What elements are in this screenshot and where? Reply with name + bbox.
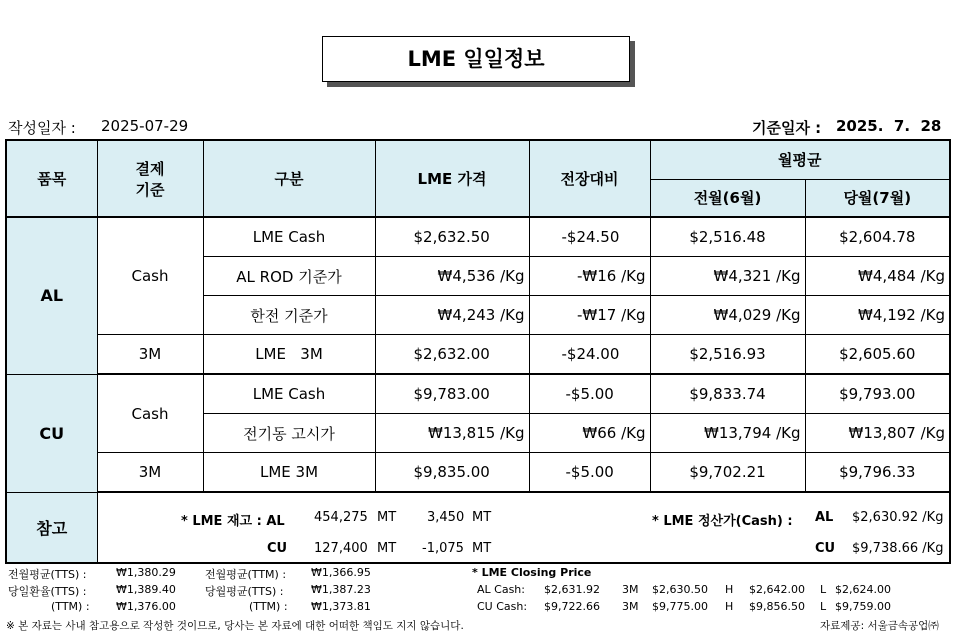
settle-al: $2,630.92 /Kg <box>852 510 944 525</box>
footer-value: ₩1,389.40 <box>116 583 176 596</box>
cu-row-curr: $9,793.00 <box>805 374 950 414</box>
cu-row-price: ₩13,815 /Kg <box>375 414 529 453</box>
al-stock-change-unit: MT <box>472 510 492 525</box>
cu-stock-change-unit: MT <box>472 541 492 556</box>
al-stock: 454,275 <box>314 510 368 525</box>
closing-title: * LME Closing Price <box>472 566 592 579</box>
al-stock-unit: MT <box>377 510 397 525</box>
closing-value: $2,630.50 <box>652 583 708 596</box>
cu-row-change: ₩66 /Kg <box>529 414 650 453</box>
cu-row-category: LME 3M <box>203 453 375 493</box>
footer-value: ₩1,380.29 <box>116 566 176 579</box>
cu-stock-unit: MT <box>377 541 397 556</box>
al-row-change: -₩17 /Kg <box>529 296 650 335</box>
closing-label: 3M <box>622 600 639 613</box>
cu-row-category: LME Cash <box>203 374 375 414</box>
disclaimer: ※ 본 자료는 사내 참고용으로 작성한 것이므로, 당사는 본 자료에 대한 어떠한 책임도 지지 않습니다. <box>6 620 464 632</box>
header-this-month: 당월(7월) <box>805 179 950 217</box>
al-row-category: AL ROD 기준가 <box>203 257 375 296</box>
header-lme-price: LME 가격 <box>375 140 529 217</box>
item-cu: CU <box>6 374 97 492</box>
settle-al-label: AL <box>815 510 834 525</box>
header-category: 구분 <box>203 140 375 217</box>
closing-value: $9,759.00 <box>835 600 891 613</box>
cu-stock: 127,400 <box>314 541 368 556</box>
footer-label: 전월평균(TTM) : <box>205 568 287 581</box>
al-row-prev: ₩4,029 /Kg <box>650 296 805 335</box>
al-row-price: $2,632.00 <box>375 335 529 375</box>
closing-label: H <box>725 583 734 596</box>
lme-price-table <box>5 139 951 564</box>
cu-row-prev: $9,702.21 <box>650 453 805 493</box>
written-date: 2025-07-29 <box>101 117 189 135</box>
al-row-prev: ₩4,321 /Kg <box>650 257 805 296</box>
cu-row-prev: $9,833.74 <box>650 374 805 414</box>
al-row-price: $2,632.50 <box>375 217 529 257</box>
footer-label: (TTM) : <box>51 600 90 613</box>
al-row-category: LME 3M <box>203 335 375 375</box>
footer-value: ₩1,387.23 <box>311 583 371 596</box>
closing-value: $9,722.66 <box>544 600 600 613</box>
closing-value: $9,856.50 <box>749 600 805 613</box>
cu-cash-basis: Cash <box>97 374 203 453</box>
footer-label: (TTM) : <box>249 600 288 613</box>
stock-label: * LME 재고 : AL <box>181 514 285 529</box>
item-al: AL <box>6 217 97 374</box>
footer-label: 당월평균(TTS) : <box>205 585 284 598</box>
al-row-change: -₩16 /Kg <box>529 257 650 296</box>
settle-cu: $9,738.66 /Kg <box>852 541 944 556</box>
settle-label: * LME 정산가(Cash) : <box>652 514 793 529</box>
footer-value: ₩1,376.00 <box>116 600 176 613</box>
cu-stock-change: -1,075 <box>422 541 464 556</box>
al-row-curr: $2,604.78 <box>805 217 950 257</box>
cu-3m-basis: 3M <box>97 453 203 493</box>
footer-value: ₩1,373.81 <box>311 600 371 613</box>
closing-value: $2,631.92 <box>544 583 600 596</box>
al-stock-change: 3,450 <box>427 510 465 525</box>
closing-label: L <box>820 600 827 613</box>
cu-row-price: $9,783.00 <box>375 374 529 414</box>
al-row-prev: $2,516.93 <box>650 335 805 375</box>
header-monthly-avg: 월평균 <box>650 140 950 179</box>
closing-label: AL Cash: <box>477 583 525 596</box>
al-row-curr: $2,605.60 <box>805 335 950 375</box>
header-settle-basis: 결제 기준 <box>97 140 203 217</box>
closing-value: $2,624.00 <box>835 583 891 596</box>
closing-label: H <box>725 600 734 613</box>
source: 자료제공: 서울금속공업㈜ <box>820 620 939 632</box>
closing-label: 3M <box>622 583 639 596</box>
written-date-label: 작성일자 : <box>8 119 76 137</box>
header-prev-month: 전월(6월) <box>650 179 805 217</box>
al-row-category: LME Cash <box>203 217 375 257</box>
al-row-category: 한전 기준가 <box>203 296 375 335</box>
cu-row-prev: ₩13,794 /Kg <box>650 414 805 453</box>
cu-row-curr: ₩13,807 /Kg <box>805 414 950 453</box>
al-cash-basis: Cash <box>97 217 203 335</box>
al-row-change: -$24.50 <box>529 217 650 257</box>
closing-label: L <box>820 583 827 596</box>
al-row-price: ₩4,243 /Kg <box>375 296 529 335</box>
cu-row-price: $9,835.00 <box>375 453 529 493</box>
al-row-curr: ₩4,192 /Kg <box>805 296 950 335</box>
al-3m-basis: 3M <box>97 335 203 375</box>
cu-row-curr: $9,796.33 <box>805 453 950 493</box>
al-row-change: -$24.00 <box>529 335 650 375</box>
header-item: 품목 <box>6 140 97 217</box>
settle-cu-label: CU <box>815 541 836 556</box>
base-date: 2025. 7. 28 <box>836 117 942 135</box>
footer-label: 전월평균(TTS) : <box>8 568 87 581</box>
base-date-label: 기준일자 : <box>752 119 822 137</box>
cu-row-category: 전기동 고시가 <box>203 414 375 453</box>
cu-row-change: -$5.00 <box>529 374 650 414</box>
header-change: 전장대비 <box>529 140 650 217</box>
footer-label: 당일환율(TTS) : <box>8 585 87 598</box>
cu-row-change: -$5.00 <box>529 453 650 493</box>
cu-stock-label: CU <box>267 541 288 556</box>
closing-value: $2,642.00 <box>749 583 805 596</box>
closing-label: CU Cash: <box>477 600 528 613</box>
al-row-prev: $2,516.48 <box>650 217 805 257</box>
closing-value: $9,775.00 <box>652 600 708 613</box>
al-row-curr: ₩4,484 /Kg <box>805 257 950 296</box>
al-row-price: ₩4,536 /Kg <box>375 257 529 296</box>
footer-value: ₩1,366.95 <box>311 566 371 579</box>
page-title: LME 일일정보 <box>322 36 630 82</box>
reference-label: 참고 <box>6 492 97 563</box>
